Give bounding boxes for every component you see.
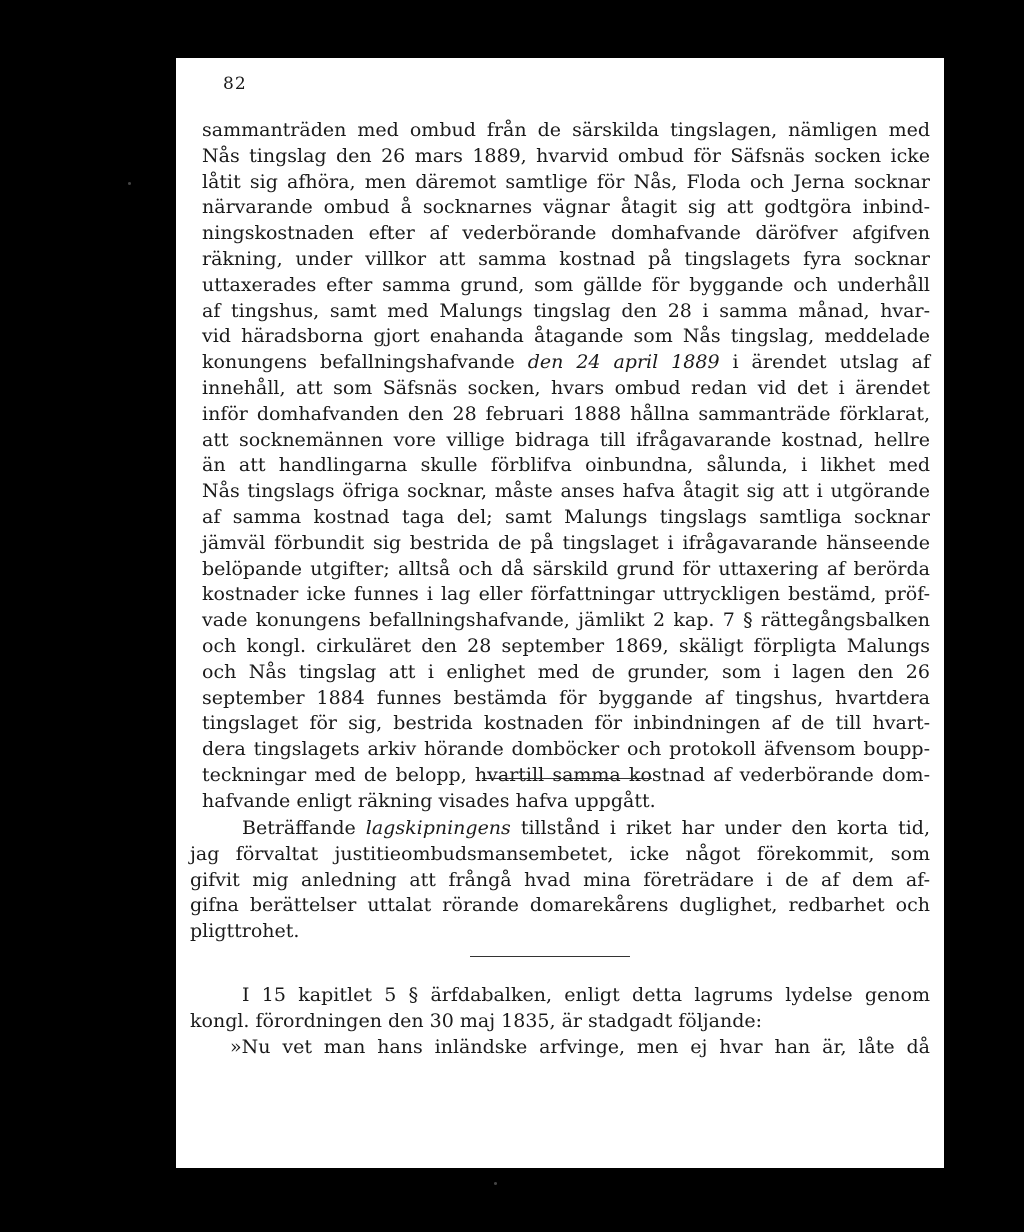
text-line: kongl. förordningen den 30 maj 1835, är stadgadt följande:: [190, 1009, 763, 1032]
text-line: belöpande utgifter; alltså och då särskild grund för uttaxering af berörda: [202, 557, 930, 580]
text-line: dera tingslagets arkiv hörande domböcker och protokoll äfvensom boupp-: [202, 738, 930, 761]
text-line: kostnader icke funnes i lag eller författningar uttryckligen bestämd, pröf-: [202, 583, 930, 606]
text-segment: tillstånd i riket har under den korta tid,: [510, 817, 930, 839]
text-line: inför domhafvanden den 28 februari 1888 hållna sammanträde förklarat,: [202, 402, 930, 425]
text-line: af samma kostnad taga del; samt Malungs tingslags samtliga socknar: [202, 505, 930, 528]
page-number: 82: [223, 74, 247, 94]
text-line: sammanträden med ombud från de särskilda tingslagen, nämligen med: [202, 119, 930, 141]
text-line: närvarande ombud å socknarnes vägnar åtagit sig att godtgöra inbind-: [202, 196, 930, 219]
text-line: uttaxerades efter samma grund, som gällde för byggande och underhåll: [202, 273, 930, 296]
text-line: september 1884 funnes bestämda för byggande af tingshus, hvartdera: [202, 686, 930, 709]
text-line: af tingshus, samt med Malungs tingslag den 28 i samma månad, hvar-: [202, 299, 930, 322]
text-line: pligttrohet.: [190, 920, 300, 943]
paper-speck: [494, 1182, 497, 1185]
italic-date: den 24 april 1889: [527, 351, 720, 374]
section-divider: [482, 778, 652, 779]
text-line: vade konungens befallningshafvande, jämlikt 2 kap. 7 § rättegångsbalken: [202, 609, 930, 632]
paper-speck: [128, 182, 131, 185]
text-line: än att handlingarna skulle förblifva oinbundna, sålunda, i likhet med: [202, 454, 930, 477]
text-line: Nås tingslag den 26 mars 1889, hvarvid ombud för Säfsnäs socken icke: [202, 144, 930, 167]
text-line: innehåll, att som Säfsnäs socken, hvars ombud redan vid det i ärendet: [202, 376, 930, 399]
text-line: gifna berättelser uttalat rörande domarekårens duglighet, redbarhet och: [190, 894, 930, 917]
text-line: Nås tingslags öfriga socknar, måste anses hafva åtagit sig att i utgörande: [202, 480, 930, 503]
text-segment: Beträffande: [242, 817, 366, 839]
paragraph-inbindning: [202, 118, 930, 815]
text-line: och kongl. cirkuläret den 28 september 1869, skäligt förpligta Malungs: [202, 634, 930, 657]
text-line: gifvit mig anledning att frångå hvad mina företrädare i de af dem af-: [190, 868, 930, 891]
italic-term: lagskipningens: [365, 817, 511, 839]
document-page: [176, 58, 944, 1168]
text-line: hafvande enligt räkning visades hafva uppgått.: [202, 789, 656, 812]
text-line: räkning, under villkor att samma kostnad på tingslagets fyra socknar: [202, 247, 930, 270]
text-line: jag förvaltat justitieombudsmansembetet, icke något förekommit, som: [190, 842, 930, 865]
text-segment: i ärendet utslag af: [719, 351, 930, 374]
text-line: teckningar med de belopp, hvartill samma kostnad af vederbörande dom-: [202, 763, 930, 786]
text-line: och Nås tingslag att i enlighet med de grunder, som i lagen den 26: [202, 660, 930, 683]
text-line: låtit sig afhöra, men däremot samtlige för Nås, Floda och Jerna socknar: [202, 170, 930, 193]
text-line: ningskostnaden efter af vederbörande domhafvande däröfver afgifven: [202, 222, 930, 245]
text-line-with-italic: [190, 816, 930, 842]
text-segment: konungens befallningshafvande: [202, 351, 528, 374]
text-line: att socknemännen vore villige bidraga till ifrågavarande kostnad, hellre: [202, 428, 930, 451]
section-divider: [470, 956, 630, 957]
text-line: I 15 kapitlet 5 § ärfdabalken, enligt detta lagrums lydelse genom: [242, 984, 930, 1006]
paragraph-arfdabalken: [190, 983, 930, 1060]
text-line: jämväl förbundit sig bestrida de på tingslaget i ifrågavarande hänseende: [202, 531, 930, 554]
text-line: vid häradsborna gjort enahanda åtagande som Nås tingslag, meddelade: [202, 325, 930, 348]
paragraph-lagskipning: [190, 816, 930, 945]
text-line: »Nu vet man hans inländske arfvinge, men ej hvar han är, låte då: [230, 1035, 930, 1058]
text-line-with-italic: [202, 350, 930, 376]
text-line: tingslaget för sig, bestrida kostnaden för inbindningen af de till hvart-: [202, 712, 930, 735]
